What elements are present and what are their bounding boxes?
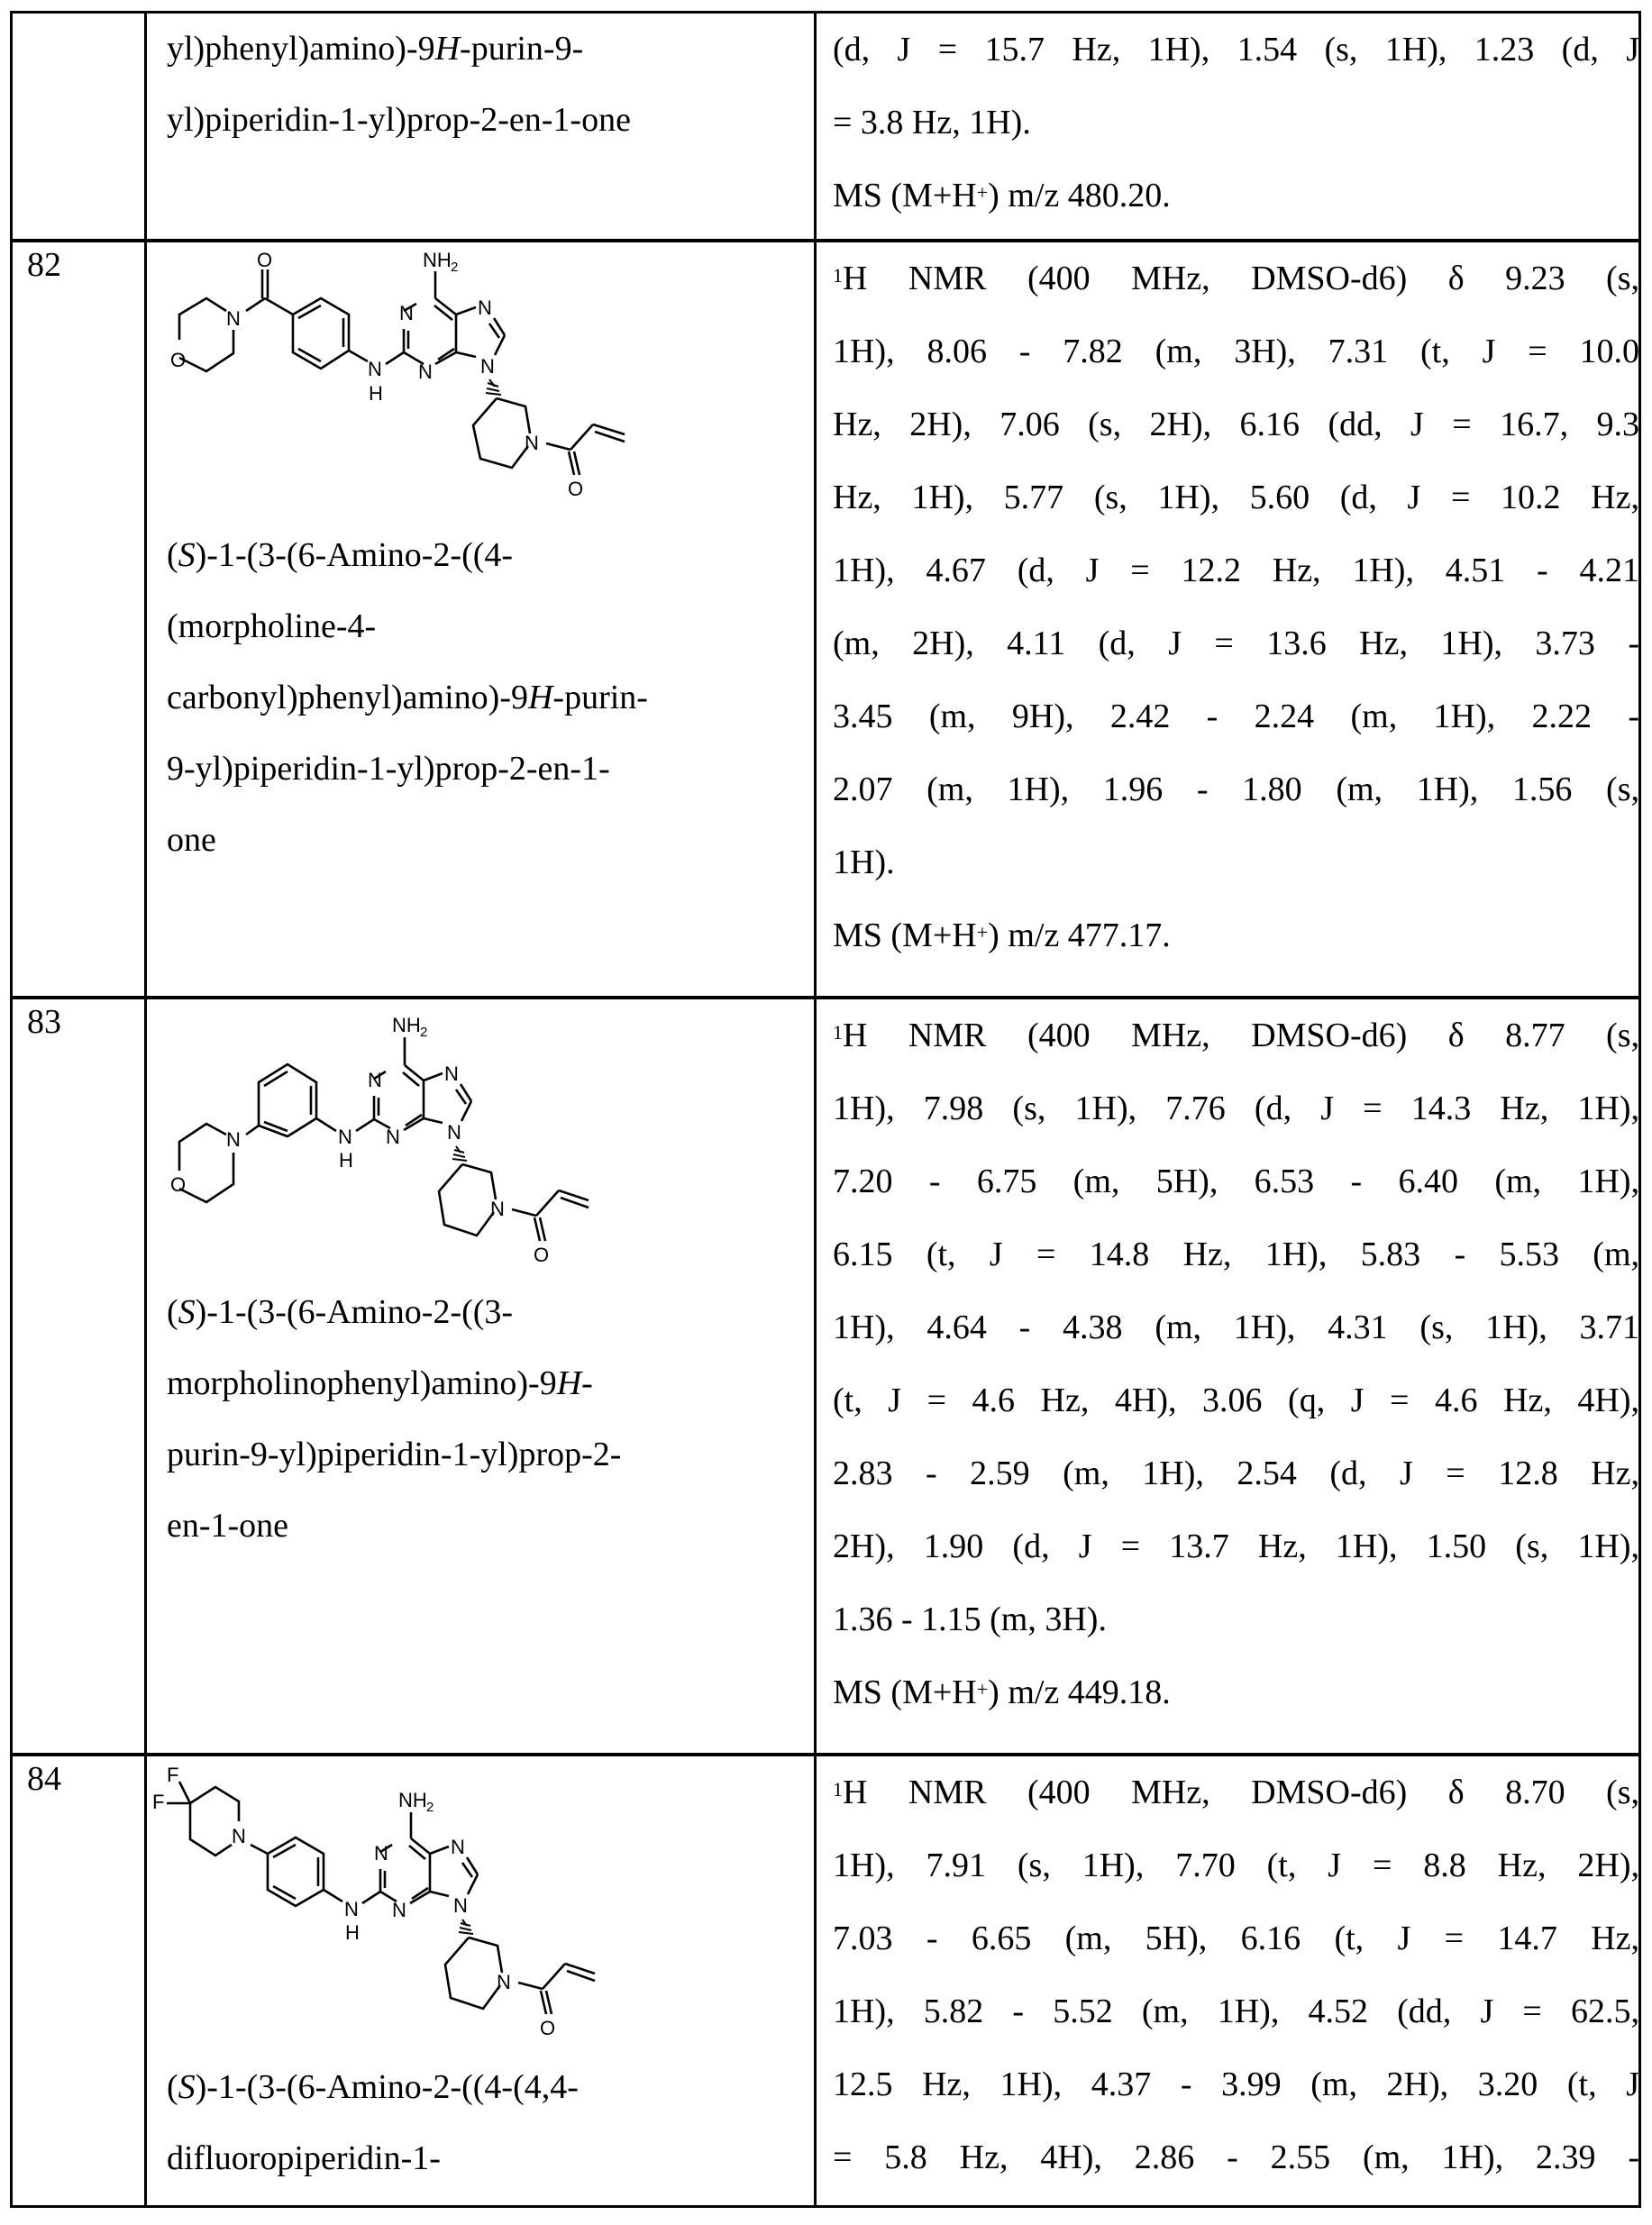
- svg-text:2: 2: [451, 260, 459, 275]
- nmr-text: $^1$H NMR (400 MHz, DMSO-d6) δ 9.23 (s, 1H), 8.06 - 7.82 (m, 3H), 7.31 (t, J = 10.0 Hz, 2H), 7.06 (s, 2H), 6.16 (dd, J = 16.7, 9.3 Hz, 1H), 5.77 (s, 1H), 5.60 (d, J = 10.2 Hz, 1H), 4.67 (d, J = 12.2 Hz, 1H), 4.51 - 4.21 (m, 2H), 4.11 (d, J = 13.6 Hz, 1H), 3.73 - 3.45 (m, 9H), 2.42 - 2.24 (m, 1H), 2.22 - 2.07 (m, 1H), 1.96 - 1.80 (m, 1H), 1.56 (s, 1H). MS (M+H+) m/z 477.17.: [833, 242, 1639, 972]
- compound-number-cell: [13, 242, 144, 996]
- ms-value: MS (M+H+) m/z 480.20.: [833, 177, 1171, 214]
- compound-name-line: 9-yl)piperidin-1-yl)prop-2-en-1-: [167, 750, 610, 788]
- svg-text:N: N: [226, 1128, 241, 1151]
- compound-name: [167, 2052, 807, 2194]
- ms-value: MS (M+H+) m/z 449.18.: [833, 1673, 1171, 1711]
- compound-name-line: morpholinophenyl)amino)-9H-: [167, 1364, 593, 1402]
- svg-text:N: N: [392, 1899, 406, 1921]
- compound-name-line: yl)piperidin-1-yl)prop-2-en-1-one: [167, 101, 631, 139]
- nmr-data-cell: [814, 1756, 1638, 2205]
- compound-name-line: yl)phenyl)amino)-9H-purin-9-: [167, 30, 584, 68]
- svg-text:N: N: [525, 432, 539, 454]
- svg-text:O: O: [540, 2017, 556, 2036]
- svg-text:N: N: [399, 302, 414, 324]
- nmr-data-cell: [814, 242, 1638, 996]
- svg-text:N: N: [451, 1836, 465, 1858]
- nmr-data-cell: [814, 14, 1638, 239]
- chemical-structure-84: [147, 1756, 688, 2036]
- table-row: [13, 239, 1638, 996]
- svg-text:H: H: [345, 1921, 360, 1944]
- compound-name-line: en-1-one: [167, 1507, 289, 1545]
- svg-text:N: N: [497, 1971, 511, 1993]
- svg-text:N: N: [386, 1126, 400, 1148]
- compound-number-cell: [13, 999, 144, 1753]
- compound-name-line: one: [167, 821, 216, 859]
- svg-text:N: N: [444, 1062, 459, 1085]
- compound-name-cell: [144, 14, 814, 239]
- compound-name-line: (S)-1-(3-(6-Amino-2-((4-(4,4-: [167, 2068, 579, 2106]
- svg-text:F: F: [167, 1764, 179, 1786]
- svg-text:N: N: [418, 360, 433, 383]
- compound-name-line: difluoropiperidin-1-: [167, 2139, 441, 2177]
- svg-text:H: H: [369, 382, 383, 405]
- compound-name: [167, 1277, 807, 1562]
- svg-text:N: N: [344, 1898, 359, 1920]
- compound-name: [167, 14, 807, 156]
- compound-number-cell: [13, 14, 144, 239]
- svg-text:NH: NH: [423, 249, 452, 271]
- svg-text:O: O: [568, 478, 584, 500]
- nmr-text: $^1$H NMR (400 MHz, DMSO-d6) δ 8.77 (s, 1H), 7.98 (s, 1H), 7.76 (d, J = 14.3 Hz, 1H), 7.20 - 6.75 (m, 5H), 6.53 - 6.40 (m, 1H), 6.15 (t, J = 14.8 Hz, 1H), 5.83 - 5.53 (m, 1H), 4.64 - 4.38 (m, 1H), 4.31 (s, 1H), 3.71 (t, J = 4.6 Hz, 4H), 3.06 (q, J = 4.6 Hz, 4H), 2.83 - 2.59 (m, 1H), 2.54 (d, J = 12.8 Hz, 2H), 1.90 (d, J = 13.7 Hz, 1H), 1.50 (s, 1H), 1.36 - 1.15 (m, 3H). MS (M+H+) m/z 449.18.: [833, 999, 1639, 1729]
- svg-text:N: N: [226, 307, 241, 330]
- svg-text:O: O: [170, 1173, 187, 1196]
- svg-text:N: N: [453, 1894, 468, 1917]
- svg-text:2: 2: [420, 1025, 428, 1040]
- svg-text:N: N: [232, 1825, 246, 1847]
- table-row: [13, 996, 1638, 1753]
- compound-number: 84: [27, 1760, 61, 1798]
- compound-name-line: (morpholine-4-: [167, 607, 377, 645]
- svg-text:N: N: [368, 1069, 382, 1091]
- svg-text:N: N: [368, 358, 382, 380]
- structure-and-name-cell: [144, 1756, 814, 2205]
- svg-text:O: O: [257, 249, 273, 271]
- compound-name-line: (S)-1-(3-(6-Amino-2-((4-: [167, 536, 514, 574]
- compound-number-cell: [13, 1756, 144, 2205]
- ms-value: MS (M+H+) m/z 477.17.: [833, 916, 1171, 954]
- svg-text:O: O: [170, 349, 187, 371]
- compound-data-table: [10, 11, 1641, 2208]
- svg-text:N: N: [490, 1198, 505, 1220]
- svg-text:N: N: [478, 296, 492, 319]
- table-row: [13, 14, 1638, 239]
- chemical-structure-82: [147, 242, 688, 513]
- compound-name: [167, 520, 807, 876]
- compound-name-line: purin-9-yl)piperidin-1-yl)prop-2-: [167, 1436, 622, 1473]
- structure-and-name-cell: [144, 999, 814, 1753]
- svg-text:N: N: [374, 1842, 388, 1865]
- chemical-structure-83: [147, 999, 688, 1270]
- svg-text:N: N: [447, 1121, 461, 1144]
- svg-text:NH: NH: [392, 1014, 421, 1036]
- nmr-data-cell: [814, 999, 1638, 1753]
- svg-text:2: 2: [426, 1800, 434, 1815]
- compound-number: 82: [27, 246, 61, 284]
- svg-text:H: H: [339, 1149, 353, 1172]
- table-row: [13, 1753, 1638, 2205]
- svg-text:F: F: [152, 1791, 165, 1813]
- structure-and-name-cell: [144, 242, 814, 996]
- compound-name-line: (S)-1-(3-(6-Amino-2-((3-: [167, 1293, 514, 1331]
- svg-text:N: N: [338, 1126, 352, 1148]
- nmr-text: (d, J = 15.7 Hz, 1H), 1.54 (s, 1H), 1.23 (d, J = 3.8 Hz, 1H). MS (M+H+) m/z 480.20.: [833, 14, 1639, 233]
- compound-name-line: carbonyl)phenyl)amino)-9H-purin-: [167, 679, 648, 716]
- svg-text:N: N: [480, 355, 495, 378]
- svg-text:NH: NH: [398, 1789, 427, 1811]
- compound-number: 83: [27, 1003, 61, 1041]
- nmr-text: $^1$H NMR (400 MHz, DMSO-d6) δ 8.70 (s, 1H), 7.91 (s, 1H), 7.70 (t, J = 8.8 Hz, 2H), 7.03 - 6.65 (m, 5H), 6.16 (t, J = 14.7 Hz, 1H), 5.82 - 5.52 (m, 1H), 4.52 (dd, J = 62.5, 12.5 Hz, 1H), 4.37 - 3.99 (m, 2H), 3.20 (t, J = 5.8 Hz, 4H), 2.86 - 2.55 (m, 1H), 2.39 -: [833, 1774, 1639, 2176]
- svg-text:O: O: [534, 1244, 550, 1266]
